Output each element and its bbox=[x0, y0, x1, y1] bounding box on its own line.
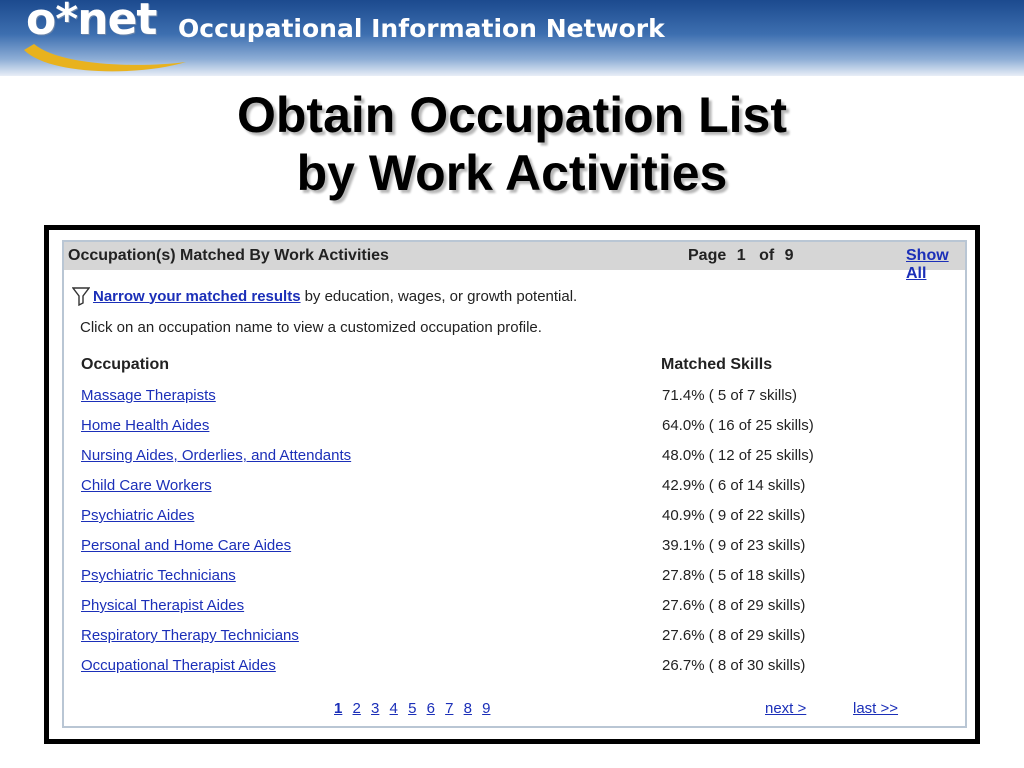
page-link-8[interactable]: 8 bbox=[463, 700, 472, 717]
page-link-9[interactable]: 9 bbox=[482, 700, 491, 717]
results-panel bbox=[62, 240, 967, 728]
page-indicator bbox=[688, 247, 800, 265]
occupation-link[interactable]: Nursing Aides, Orderlies, and Attendants bbox=[81, 447, 352, 464]
onet-logo[interactable] bbox=[14, 0, 184, 76]
occupation-link[interactable]: Personal and Home Care Aides bbox=[81, 537, 292, 554]
narrow-results-link[interactable]: Narrow your matched results bbox=[93, 287, 301, 305]
table-row bbox=[64, 534, 964, 564]
table-row bbox=[64, 414, 964, 444]
table-row bbox=[64, 444, 964, 474]
funnel-filter-icon bbox=[72, 286, 90, 306]
narrow-results-text: by education, wages, or growth potential. bbox=[304, 287, 578, 305]
page-current: 1 bbox=[736, 247, 746, 264]
pagination bbox=[334, 700, 496, 717]
page-link-6[interactable]: 6 bbox=[426, 700, 435, 717]
matched-skills-value: 40.9% ( 9 of 22 skills) bbox=[662, 507, 806, 524]
occupation-link[interactable]: Occupational Therapist Aides bbox=[81, 657, 276, 674]
column-header-occupation: Occupation bbox=[81, 356, 170, 373]
page-link-1[interactable]: 1 bbox=[334, 700, 343, 717]
slide-title bbox=[0, 86, 1024, 202]
page-link-5[interactable]: 5 bbox=[408, 700, 417, 717]
table-row bbox=[64, 504, 964, 534]
results-header-title: Occupation(s) Matched By Work Activities bbox=[68, 247, 389, 264]
matched-skills-value: 64.0% ( 16 of 25 skills) bbox=[662, 417, 814, 434]
results-header bbox=[64, 242, 965, 282]
occupation-list bbox=[64, 384, 964, 684]
occupation-link[interactable]: Psychiatric Technicians bbox=[81, 567, 236, 584]
page-total: 9 bbox=[784, 247, 794, 264]
matched-skills-value: 48.0% ( 12 of 25 skills) bbox=[662, 447, 814, 464]
narrow-results-row bbox=[72, 286, 577, 306]
page-link-7[interactable]: 7 bbox=[445, 700, 454, 717]
page-link-3[interactable]: 3 bbox=[371, 700, 380, 717]
matched-skills-value: 27.6% ( 8 of 29 skills) bbox=[662, 597, 806, 614]
slide-title-line1: Obtain Occupation List bbox=[236, 87, 788, 143]
last-page-link[interactable]: last >> bbox=[853, 700, 899, 717]
matched-skills-value: 27.6% ( 8 of 29 skills) bbox=[662, 627, 806, 644]
occupation-link[interactable]: Child Care Workers bbox=[81, 477, 212, 494]
table-row bbox=[64, 474, 964, 504]
show-all-link[interactable]: Show All bbox=[906, 247, 949, 282]
matched-skills-value: 71.4% ( 5 of 7 skills) bbox=[662, 387, 798, 404]
matched-skills-value: 42.9% ( 6 of 14 skills) bbox=[662, 477, 806, 494]
logo-text: o*net bbox=[26, 0, 157, 45]
table-row bbox=[64, 564, 964, 594]
page-label: Page bbox=[688, 247, 727, 264]
table-row bbox=[64, 384, 964, 414]
table-row bbox=[64, 594, 964, 624]
slide-title-line2: by Work Activities bbox=[296, 145, 728, 201]
occupation-link[interactable]: Respiratory Therapy Technicians bbox=[81, 627, 299, 644]
banner-title: Occupational Information Network bbox=[178, 14, 665, 43]
page-link-4[interactable]: 4 bbox=[389, 700, 398, 717]
table-row bbox=[64, 624, 964, 654]
next-page-link[interactable]: next > bbox=[765, 700, 807, 717]
matched-skills-value: 39.1% ( 9 of 23 skills) bbox=[662, 537, 806, 554]
page-of: of bbox=[759, 247, 775, 264]
occupation-link[interactable]: Massage Therapists bbox=[81, 387, 216, 404]
screenshot-frame bbox=[44, 225, 980, 744]
occupation-link[interactable]: Home Health Aides bbox=[81, 417, 210, 434]
click-instruction: Click on an occupation name to view a customized occupation profile. bbox=[80, 319, 542, 336]
matched-skills-value: 27.8% ( 5 of 18 skills) bbox=[662, 567, 806, 584]
matched-skills-value: 26.7% ( 8 of 30 skills) bbox=[662, 657, 806, 674]
column-header-matched-skills: Matched Skills bbox=[661, 356, 773, 373]
occupation-link[interactable]: Physical Therapist Aides bbox=[81, 597, 245, 614]
page-link-2[interactable]: 2 bbox=[352, 700, 361, 717]
onet-banner bbox=[0, 0, 1024, 76]
occupation-link[interactable]: Psychiatric Aides bbox=[81, 507, 195, 524]
table-row bbox=[64, 654, 964, 684]
